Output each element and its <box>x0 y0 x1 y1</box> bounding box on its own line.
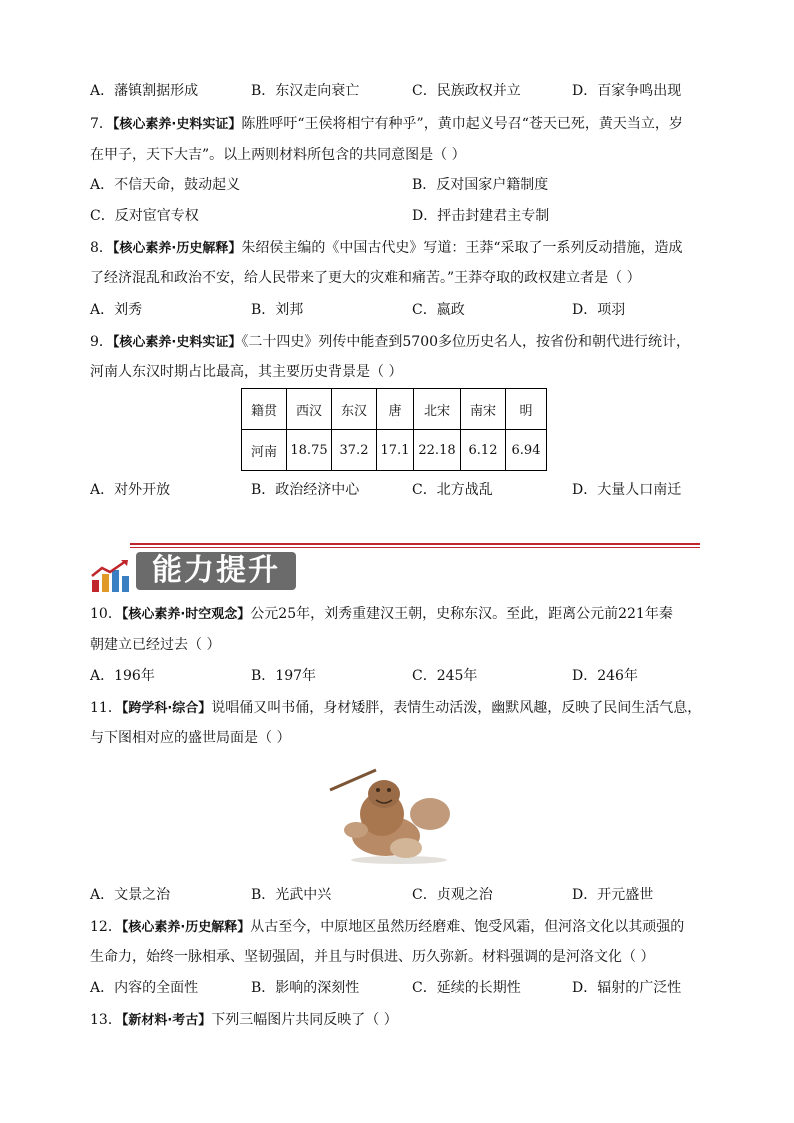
q7-number: 7． <box>90 116 113 132</box>
q10-option-a[interactable]: A．196年 <box>90 668 155 684</box>
q11-option-c[interactable]: C．贞观之治 <box>412 887 493 903</box>
q13-stem-line1 <box>90 1010 398 1031</box>
q8-option-b[interactable]: B．刘邦 <box>251 302 304 318</box>
banner-rule-thin <box>130 547 700 548</box>
q7-option-b[interactable]: B．反对国家户籍制度 <box>412 177 549 193</box>
q8-tag: 【核心素养·历史解释】 <box>112 241 242 256</box>
table-header-cell: 西汉 <box>287 389 332 430</box>
q10-text: 公元25年，刘秀重建汉王朝，史称东汉。至此，距离公元前221年秦 <box>250 606 673 622</box>
q8-option-a[interactable]: A．刘秀 <box>90 302 143 318</box>
q8-option-d[interactable]: D．项羽 <box>572 302 626 318</box>
q12-text: 从古至今，中原地区虽然历经磨难、饱受风霜，但河洛文化以其顽强的 <box>250 919 685 935</box>
section-banner <box>90 540 700 592</box>
table-header-cell: 东汉 <box>332 389 377 430</box>
bar-chart-icon <box>90 560 130 592</box>
q10-option-d[interactable]: D．246年 <box>572 668 638 684</box>
q7-stem-line1 <box>90 114 683 135</box>
q7-option-d[interactable]: D．抨击封建君主专制 <box>412 208 550 224</box>
q10-option-c[interactable]: C．245年 <box>412 668 478 684</box>
q7-tag: 【核心素养·史料实证】 <box>112 117 242 132</box>
table-row <box>242 430 547 471</box>
table-header-cell: 籍贯 <box>242 389 287 430</box>
q8-text: 朱绍侯主编的《中国古代史》写道：王莽“采取了一系列反动措施，造成 <box>241 240 683 256</box>
q8-option-c[interactable]: C．嬴政 <box>412 302 465 318</box>
table-cell: 6.94 <box>506 430 547 471</box>
table-header-cell: 唐 <box>377 389 414 430</box>
q11-option-a[interactable]: A．文景之治 <box>90 887 171 903</box>
q7-stem-line2: 在甲子，天下大吉”。以上两则材料所包含的共同意图是（ ） <box>90 147 466 163</box>
q10-tag: 【核心素养·时空观念】 <box>121 607 251 622</box>
q13-text: 下列三幅图片共同反映了（ ） <box>211 1012 398 1028</box>
q12-number: 12． <box>90 919 122 935</box>
q9-option-d[interactable]: D．大量人口南迁 <box>572 482 682 498</box>
q11-option-d[interactable]: D．开元盛世 <box>572 887 654 903</box>
table-cell: 18.75 <box>287 430 332 471</box>
q12-tag: 【核心素养·历史解释】 <box>121 920 251 935</box>
q9-option-b[interactable]: B．政治经济中心 <box>251 482 360 498</box>
q10-option-b[interactable]: B．197年 <box>251 668 317 684</box>
q6-option-d[interactable]: D．百家争鸣出现 <box>572 83 682 99</box>
q12-option-a[interactable]: A．内容的全面性 <box>90 980 199 996</box>
q8-number: 8． <box>90 240 113 256</box>
q12-option-d[interactable]: D．辐射的广泛性 <box>572 980 682 996</box>
q12-option-b[interactable]: B．影响的深刻性 <box>251 980 360 996</box>
q10-stem-line2: 朝建立已经过去（ ） <box>90 637 221 653</box>
q7-option-a[interactable]: A．不信天命，鼓动起义 <box>90 177 241 193</box>
table-cell: 17.1 <box>377 430 414 471</box>
q8-stem-line2: 了经济混乱和政治不安，给人民带来了更大的灾难和痛苦。”王莽夺取的政权建立者是（ ） <box>90 270 641 286</box>
q6-option-b[interactable]: B．东汉走向衰亡 <box>251 83 360 99</box>
q12-stem-line2: 生命力，始终一脉相承、坚韧强固，并且与时俱进、历久弥新。材料强调的是河洛文化（ ） <box>90 949 655 965</box>
q12-stem-line1 <box>90 917 684 938</box>
table-header-cell: 明 <box>506 389 547 430</box>
table-cell: 37.2 <box>332 430 377 471</box>
q11-stem-line1 <box>90 698 701 719</box>
q8-stem-line1 <box>90 238 683 259</box>
table-cell: 6.12 <box>461 430 506 471</box>
q6-option-c[interactable]: C．民族政权并立 <box>412 83 521 99</box>
table-cell: 22.18 <box>414 430 461 471</box>
table-header-row <box>242 389 547 430</box>
q9-number: 9． <box>90 334 113 350</box>
table-header-cell: 南宋 <box>461 389 506 430</box>
q9-option-a[interactable]: A．对外开放 <box>90 482 171 498</box>
q11-option-b[interactable]: B．光武中兴 <box>251 887 332 903</box>
q10-number: 10． <box>90 606 122 622</box>
q11-tag: 【跨学科·综合】 <box>121 701 212 716</box>
q6-option-a[interactable]: A．藩镇割据形成 <box>90 83 199 99</box>
table-cell: 河南 <box>242 430 287 471</box>
storyteller-figurine-image <box>326 764 472 864</box>
banner-rule <box>130 543 700 545</box>
q13-number: 13． <box>90 1012 122 1028</box>
q9-stem-line2: 河南人东汉时期占比最高，其主要历史背景是（ ） <box>90 364 403 380</box>
q12-option-c[interactable]: C．延续的长期性 <box>412 980 521 996</box>
q9-text: 《二十四史》列传中能查到5700多位历史名人，按省份和朝代进行统计， <box>241 334 691 350</box>
q9-stem-line1 <box>90 332 690 353</box>
q11-text: 说唱俑又叫书俑，身材矮胖，表情生动活泼，幽默风趣，反映了民间生活气息， <box>211 700 702 716</box>
q13-tag: 【新材料·考古】 <box>121 1013 212 1028</box>
q11-number: 11． <box>90 700 122 716</box>
section-title: 能力提升 <box>136 552 296 590</box>
q7-text: 陈胜呼吁“王侯将相宁有种乎”，黄巾起义号召“苍天已死，黄天当立，岁 <box>241 116 683 132</box>
q9-tag: 【核心素养·史料实证】 <box>112 335 242 350</box>
q11-stem-line2: 与下图相对应的盛世局面是（ ） <box>90 730 291 746</box>
table-header-cell: 北宋 <box>414 389 461 430</box>
q9-option-c[interactable]: C．北方战乱 <box>412 482 493 498</box>
q9-statistics-table <box>241 388 547 471</box>
q7-option-c[interactable]: C．反对宦官专权 <box>90 208 199 224</box>
q10-stem-line1 <box>90 604 673 625</box>
